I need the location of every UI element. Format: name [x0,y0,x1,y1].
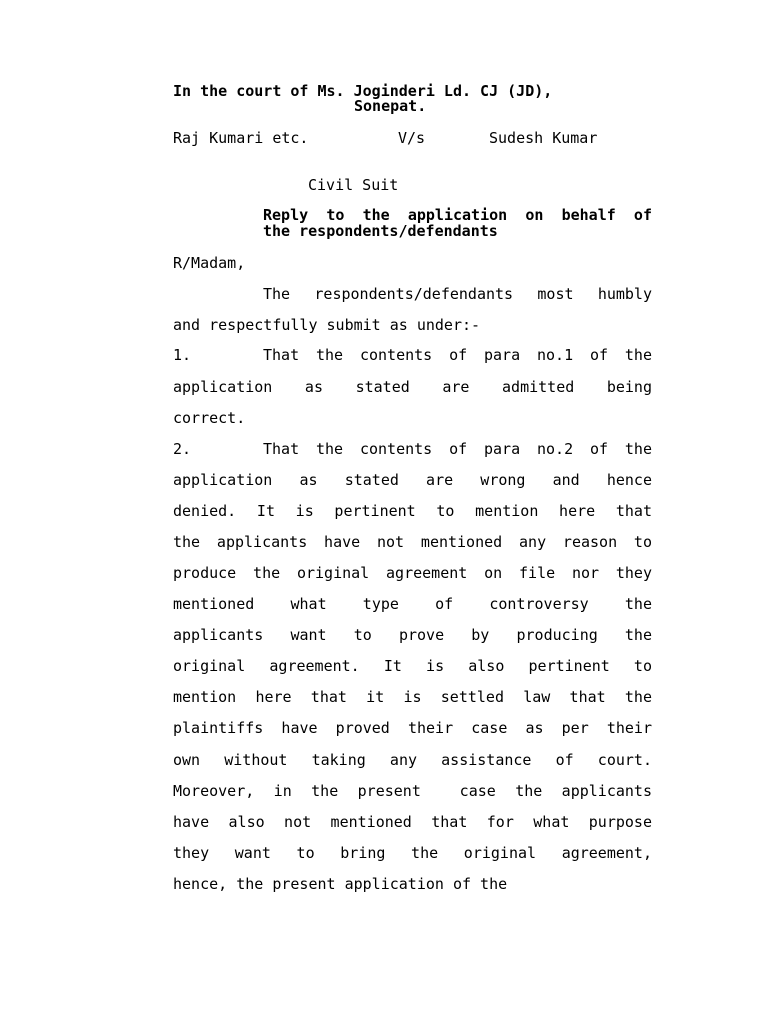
para-2-line-1: That the contents of para no.2 of the [263,440,652,458]
para-2-line-3: denied. It is pertinent to mention here that [173,502,652,520]
salutation: R/Madam, [173,254,246,272]
para-1-line-1: That the contents of para no.1 of the [263,346,652,364]
court-place: Sonepat. [354,97,427,115]
para-1-line-2: application as stated are admitted being [173,378,652,396]
para-2-line-7: applicants want to prove by producing the [173,626,652,644]
para-2-line-15: hence, the present application of the [173,875,508,893]
para-2-line-9: mention here that it is settled law that the [173,688,652,706]
para-2-line-12: Moreover, in the present case the applicants [173,782,652,800]
para-2-line-2: application as stated are wrong and hence [173,471,652,489]
para-2-line-6: mentioned what type of controversy the [173,595,652,613]
para-2-line-8: original agreement. It is also pertinent to [173,657,652,675]
versus-label: V/s [398,129,426,147]
para-1-line-3: correct. [173,409,246,427]
reply-title-line-2: the respondents/defendants [263,222,498,240]
reply-title-line-1: Reply to the application on behalf of [263,206,652,224]
plaintiff-name: Raj Kumari etc. [173,129,309,147]
para-1-number: 1. [173,346,192,364]
para-2-number: 2. [173,440,192,458]
intro-line-1: The respondents/defendants most humbly [263,285,652,303]
para-2-line-10: plaintiffs have proved their case as per their [173,719,652,737]
para-2-line-13: have also not mentioned that for what purpose [173,813,652,831]
para-2-line-4: the applicants have not mentioned any reason to [173,533,652,551]
court-heading: In the court of Ms. Joginderi Ld. CJ (JD), [173,82,553,100]
case-type: Civil Suit [308,176,399,194]
para-2-line-14: they want to bring the original agreement, [173,844,652,862]
para-2-line-11: own without taking any assistance of court. [173,751,652,769]
intro-line-2: and respectfully submit as under:- [173,316,481,334]
defendant-name: Sudesh Kumar [489,129,598,147]
para-2-line-5: produce the original agreement on file nor they [173,564,652,582]
